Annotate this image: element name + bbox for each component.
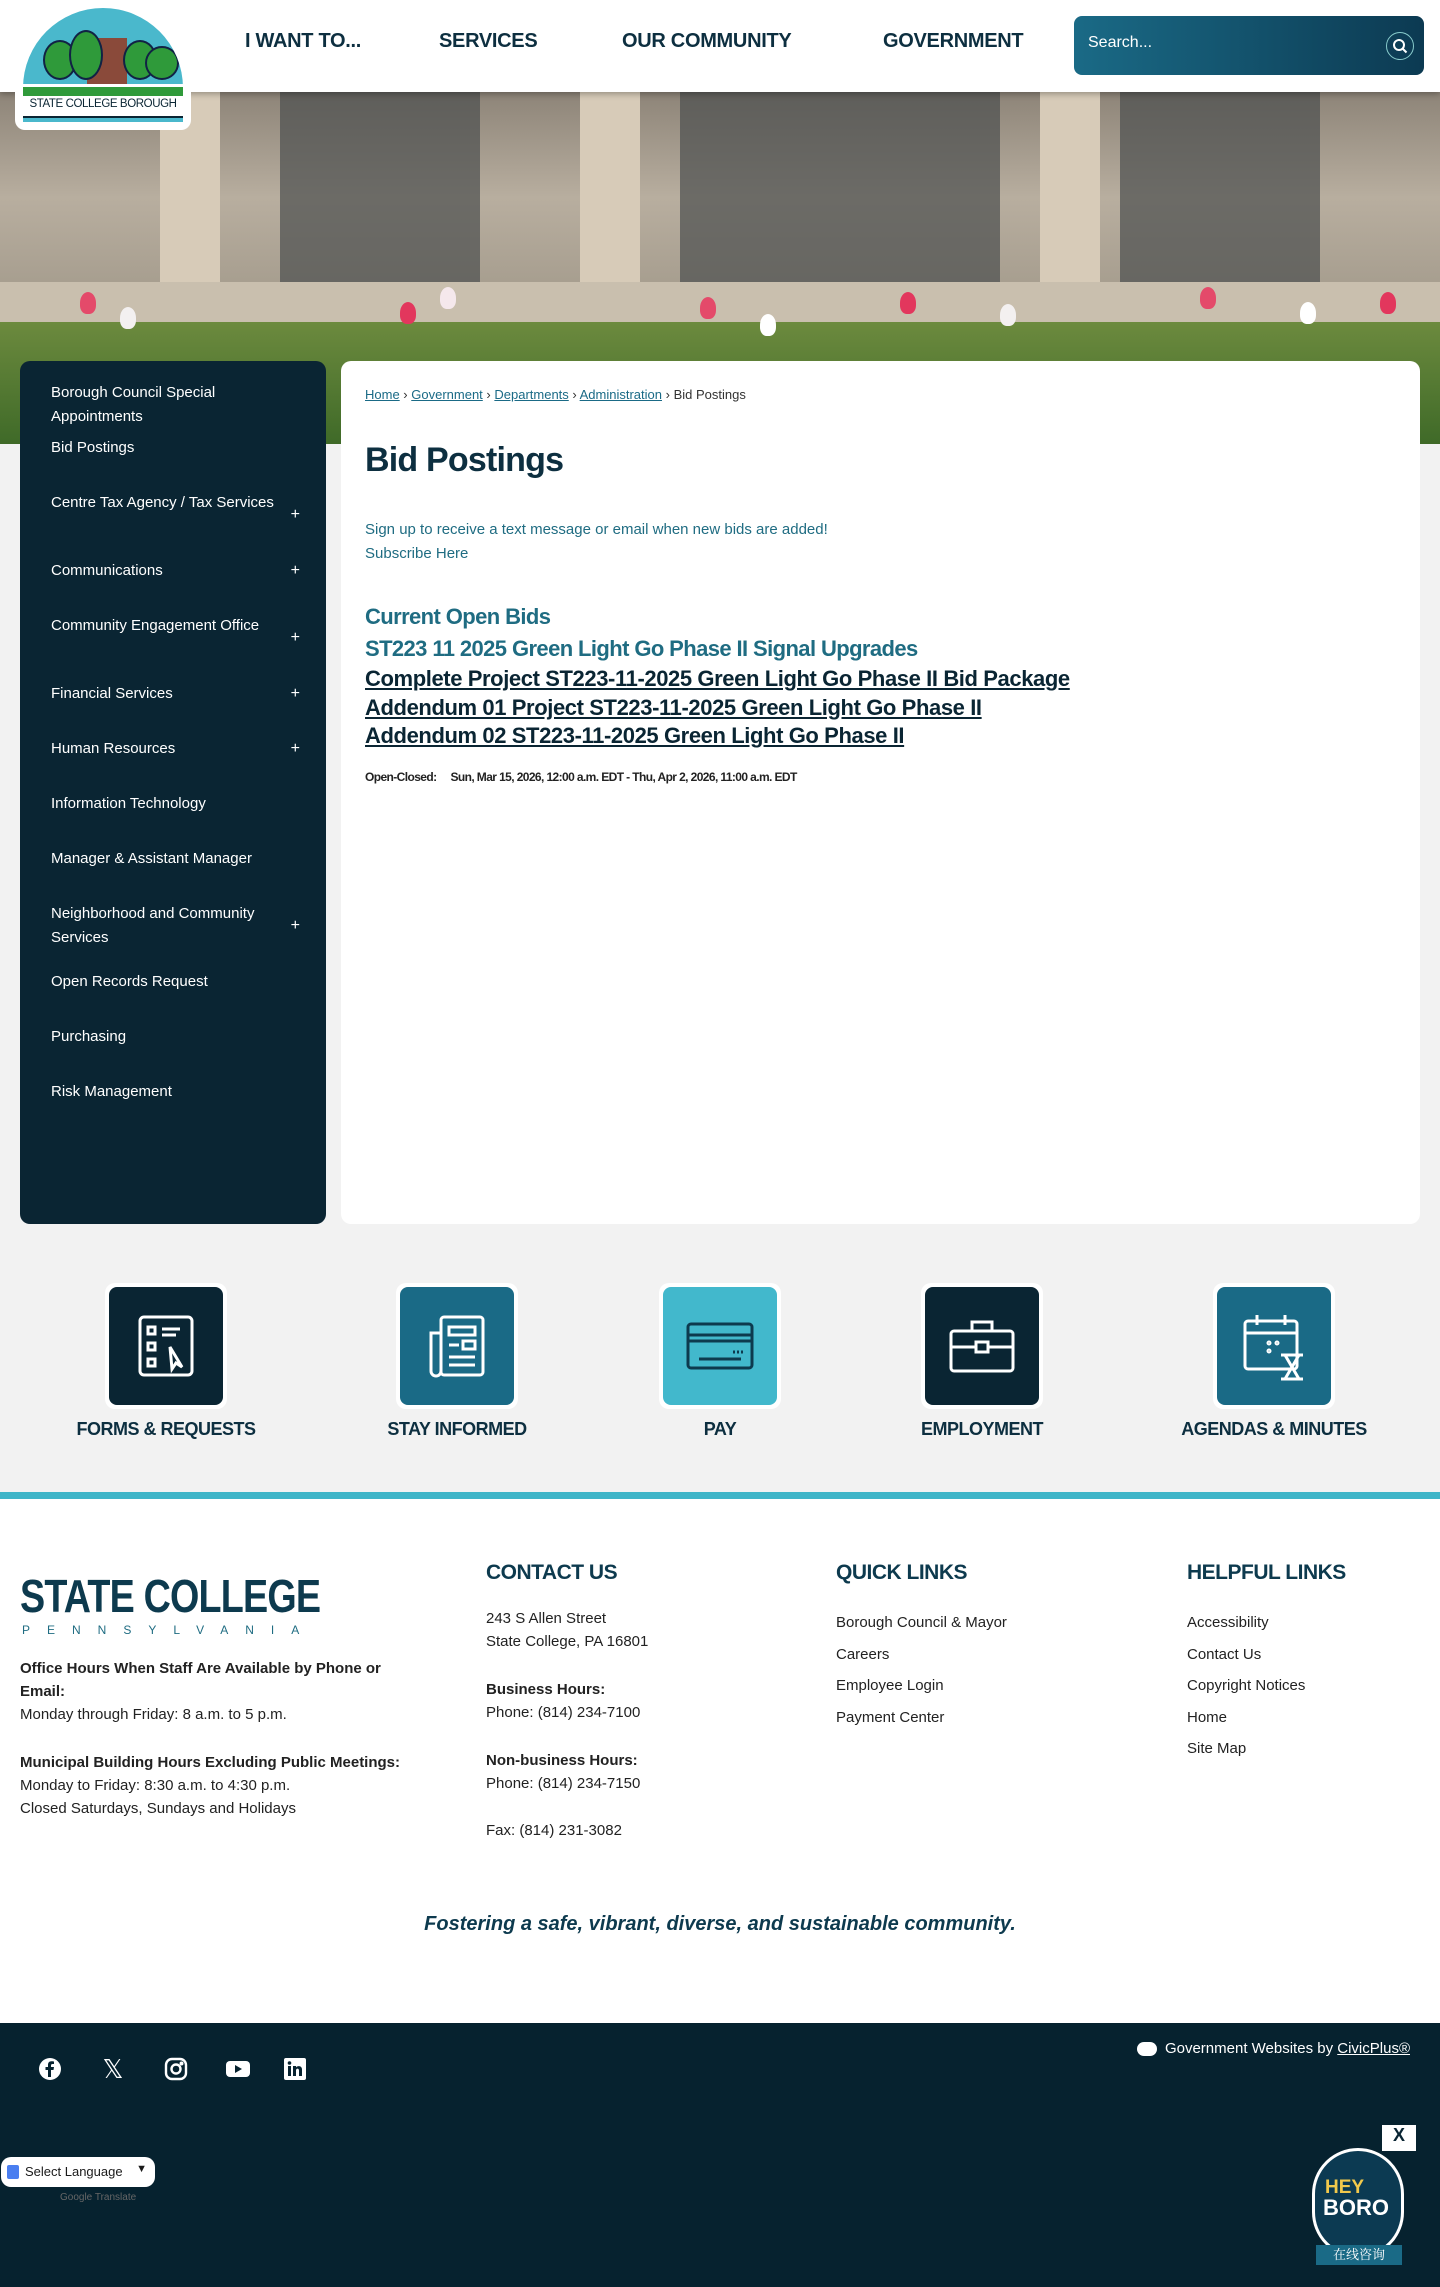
- helpful-link[interactable]: Site Map: [1187, 1740, 1247, 1757]
- bid-document-link[interactable]: Addendum 02 ST223-11-2025 Green Light Go Phase II: [365, 723, 905, 748]
- content-card: [341, 361, 1420, 1224]
- breadcrumb-current: Bid Postings: [673, 387, 746, 402]
- briefcase-icon: [948, 1317, 1016, 1375]
- youtube-icon[interactable]: [224, 2055, 252, 2083]
- sidebar-item-financial-services[interactable]: [20, 682, 326, 706]
- office-hours-label: Office Hours When Staff Are Available by Phone or Email:: [20, 1660, 381, 1700]
- helpful-link[interactable]: Contact Us: [1187, 1645, 1262, 1663]
- sidebar-item-community-engagement[interactable]: [20, 614, 326, 662]
- sidebar-item-information-technology[interactable]: [20, 792, 326, 816]
- quick-link[interactable]: Payment Center: [836, 1708, 945, 1726]
- search-input[interactable]: [1088, 34, 1368, 52]
- hey-boro-chat-button[interactable]: [1312, 2148, 1404, 2258]
- civicplus-prefix: Government Websites by: [1164, 2040, 1334, 2057]
- footer-logo: STATE COLLEGE: [20, 1570, 321, 1622]
- breadcrumb: Home › Government › Departments › Administration › Bid Postings: [365, 387, 746, 402]
- x-twitter-icon[interactable]: 𝕏: [102, 2053, 124, 2084]
- nav-government[interactable]: GOVERNMENT: [883, 30, 1024, 52]
- linkedin-icon[interactable]: [281, 2055, 309, 2083]
- section-heading: Current Open Bids: [365, 604, 551, 629]
- expand-icon[interactable]: +: [290, 506, 300, 523]
- newspaper-icon: [425, 1313, 489, 1379]
- closed-days: Closed Saturdays, Sundays and Holidays: [20, 1800, 296, 1817]
- sidebar-item-open-records[interactable]: [20, 970, 326, 994]
- quick-links-heading: QUICK LINKS: [836, 1561, 967, 1584]
- site-header: [0, 0, 1440, 92]
- sidebar-item-centre-tax[interactable]: [20, 491, 326, 539]
- open-closed-label: Open-Closed:: [365, 769, 437, 784]
- sidebar-item-neighborhood[interactable]: [20, 902, 326, 950]
- search-box: [1074, 16, 1424, 75]
- sidebar-item-purchasing[interactable]: [20, 1025, 326, 1049]
- expand-icon[interactable]: +: [290, 629, 300, 646]
- bid-document-link[interactable]: Addendum 01 Project ST223-11-2025 Green Light Go Phase II: [365, 694, 982, 720]
- chat-label[interactable]: 在线咨询: [1316, 2245, 1402, 2265]
- quick-link[interactable]: Borough Council & Mayor: [836, 1614, 1007, 1631]
- sidebar-item-label: Open Records Request: [51, 973, 208, 990]
- sidebar-item-label: Borough Council Special Appointments: [51, 384, 216, 425]
- business-hours-label: Business Hours:: [486, 1681, 606, 1698]
- helpful-link[interactable]: Accessibility: [1187, 1614, 1269, 1631]
- sidebar-item-risk-management[interactable]: [20, 1080, 326, 1104]
- tile-label[interactable]: AGENDAS & MINUTES: [1181, 1419, 1367, 1439]
- bottom-bar: [0, 2023, 1440, 2287]
- sidebar-item-label: Financial Services: [51, 685, 173, 702]
- helpful-link[interactable]: Home: [1187, 1708, 1228, 1726]
- sidebar-item-label: Bid Postings: [51, 439, 135, 456]
- sidebar-item-label: Purchasing: [51, 1028, 127, 1045]
- contact-column: [486, 1561, 648, 1842]
- building-hours-label: Municipal Building Hours Excluding Public Meetings:: [20, 1754, 401, 1771]
- fax-number: Fax: (814) 231-3082: [486, 1822, 622, 1839]
- nav-i-want-to[interactable]: I WANT TO...: [245, 30, 362, 52]
- logo-graphic: [23, 8, 183, 88]
- tile-label[interactable]: FORMS & REQUESTS: [76, 1419, 256, 1439]
- sidebar-item-label: Risk Management: [51, 1083, 172, 1100]
- expand-icon[interactable]: +: [290, 917, 300, 934]
- tile-pay[interactable]: [659, 1283, 781, 1409]
- building-hours-value: Monday to Friday: 8:30 a.m. to 4:30 p.m.: [20, 1777, 291, 1794]
- nav-our-community[interactable]: OUR COMMUNITY: [622, 30, 792, 52]
- contact-heading: CONTACT US: [486, 1561, 618, 1584]
- sidebar-item-label: Information Technology: [51, 795, 206, 812]
- tile-label[interactable]: EMPLOYMENT: [920, 1419, 1043, 1439]
- sidebar-item-label: Community Engagement Office: [51, 617, 260, 634]
- expand-icon[interactable]: +: [290, 685, 300, 702]
- tile-label[interactable]: PAY: [703, 1419, 737, 1439]
- quick-link[interactable]: Employee Login: [836, 1677, 944, 1694]
- language-select-value: Select Language: [25, 2164, 123, 2179]
- tile-agendas-minutes[interactable]: [1213, 1283, 1335, 1409]
- form-icon: [136, 1313, 196, 1379]
- chevron-down-icon: ▼: [136, 2163, 147, 2175]
- signup-text: Sign up to receive a text message or email when new bids are added!: [365, 521, 828, 538]
- bid-title: ST223 11 2025 Green Light Go Phase II Signal Upgrades: [365, 636, 918, 661]
- sidebar-nav: [20, 361, 326, 1224]
- sidebar-item-manager[interactable]: [20, 847, 326, 871]
- address-line: State College, PA 16801: [486, 1633, 649, 1650]
- tile-employment[interactable]: [921, 1283, 1043, 1409]
- sidebar-item-human-resources[interactable]: [20, 737, 326, 761]
- nav-services[interactable]: SERVICES: [439, 30, 538, 52]
- page-title: Bid Postings: [365, 441, 564, 479]
- tile-forms-requests[interactable]: [105, 1283, 227, 1409]
- signup-block: [365, 518, 828, 566]
- breadcrumb-departments[interactable]: Departments: [494, 387, 569, 402]
- credit-card-icon: [685, 1321, 755, 1371]
- open-closed-value: Sun, Mar 15, 2026, 12:00 a.m. EDT - Thu, Apr 2, 2026, 11:00 a.m. EDT: [450, 769, 797, 784]
- google-translate-credit[interactable]: Google Translate: [60, 2192, 137, 2203]
- sidebar-item-communications[interactable]: [20, 559, 326, 583]
- footer-logo-sub: PENNSYLVANIA: [22, 1623, 317, 1637]
- tile-stay-informed[interactable]: [396, 1283, 518, 1409]
- bid-document-link[interactable]: Complete Project ST223-11-2025 Green Light Go Phase II Bid Package: [365, 666, 1070, 691]
- nonbusiness-phone[interactable]: Phone: (814) 234-7150: [486, 1775, 641, 1792]
- borough-logo[interactable]: [15, 6, 191, 130]
- helpful-link[interactable]: Copyright Notices: [1187, 1677, 1306, 1694]
- google-translate-icon: [7, 2165, 19, 2179]
- facebook-icon[interactable]: [36, 2055, 64, 2083]
- language-select[interactable]: [1, 2157, 155, 2187]
- open-closed-dates: [365, 761, 1070, 793]
- quick-links-column: [836, 1561, 1007, 1733]
- instagram-icon[interactable]: [162, 2055, 190, 2083]
- office-hours-value: Monday through Friday: 8 a.m. to 5 p.m.: [20, 1706, 287, 1723]
- breadcrumb-administration[interactable]: Administration: [579, 387, 662, 402]
- sidebar-item-label: Manager & Assistant Manager: [51, 850, 252, 867]
- site-footer: [0, 1499, 1440, 2024]
- breadcrumb-government[interactable]: Government: [411, 387, 483, 402]
- subscribe-link[interactable]: Subscribe Here: [365, 545, 469, 562]
- expand-icon[interactable]: +: [290, 562, 300, 579]
- business-phone[interactable]: Phone: (814) 234-7100: [486, 1704, 641, 1721]
- quick-link[interactable]: Careers: [836, 1645, 890, 1663]
- sidebar-item-label: Neighborhood and Community Services: [51, 905, 255, 946]
- chat-close-button[interactable]: X: [1382, 2125, 1416, 2151]
- search-icon: [1392, 38, 1408, 54]
- divider: [0, 1492, 1440, 1499]
- helpful-links-column: [1187, 1561, 1346, 1765]
- nonbusiness-hours-label: Non-business Hours:: [486, 1752, 638, 1769]
- tagline: Fostering a safe, vibrant, diverse, and sustainable community.: [424, 1913, 1016, 1935]
- expand-icon[interactable]: +: [290, 740, 300, 757]
- civicplus-link[interactable]: CivicPlus®: [1337, 2040, 1410, 2057]
- address-line: 243 S Allen Street: [486, 1610, 607, 1627]
- helpful-links-heading: HELPFUL LINKS: [1187, 1561, 1346, 1584]
- sidebar-item-label: Communications: [51, 562, 163, 579]
- sidebar-item-borough-council[interactable]: [20, 381, 326, 425]
- logo-text: STATE COLLEGE BOROUGH: [29, 98, 177, 110]
- tile-label[interactable]: STAY INFORMED: [387, 1419, 527, 1439]
- office-hours: [20, 1657, 430, 1820]
- breadcrumb-home[interactable]: Home: [365, 387, 400, 402]
- sidebar-item-bid-postings[interactable]: [20, 436, 326, 460]
- chat-logo-boro: BORO: [1323, 2195, 1389, 2220]
- open-bids-section: [365, 601, 1070, 793]
- sidebar-item-label: Centre Tax Agency / Tax Services: [51, 494, 274, 511]
- chat-logo-hey: HEY: [1325, 2177, 1365, 2198]
- civicplus-credit: [1137, 2040, 1410, 2057]
- civicplus-icon: [1137, 2042, 1157, 2056]
- search-button[interactable]: [1386, 32, 1414, 60]
- sidebar-item-label: Human Resources: [51, 740, 176, 757]
- calendar-hourglass-icon: [1241, 1311, 1307, 1381]
